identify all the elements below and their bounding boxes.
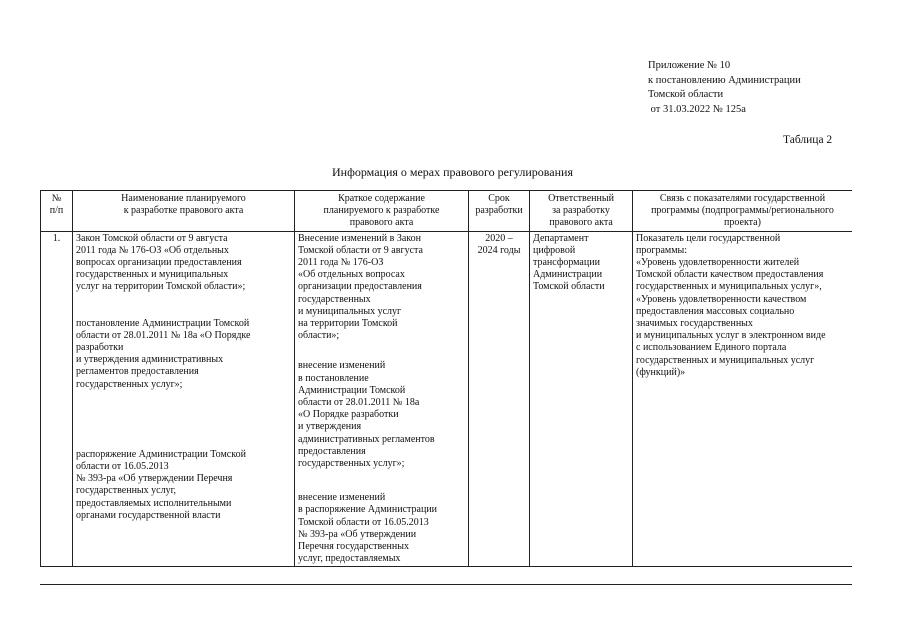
appendix-line: от 31.03.2022 № 125а	[648, 103, 746, 115]
appendix-line: к постановлению Администрации	[648, 74, 801, 86]
appendix-block	[648, 59, 801, 117]
header-term: Срок разработки	[469, 191, 530, 232]
header-number: № п/п	[41, 191, 73, 232]
measures-table-container	[40, 190, 852, 585]
cell-responsible: Департамент цифровой трансформации Администрации Томской области	[530, 231, 633, 567]
cell-indicators: Показатель цели государственной программы: «Уровень удовлетворенности жителей Томской области качеством предоставления государственных и муниципальных услуг», «Уровень удовлетворенности качеством предоставления массовых социально значимых государственных и муниципальных услуг в электронном виде с использованием Единого портала государственных и муниципальных услуг (функций)»	[633, 231, 853, 567]
table-row	[41, 231, 853, 567]
act-name-item: Закон Томской области от 9 августа 2011 года № 176-ОЗ «Об отдельных вопросах организации предоставления государственных и муниципальных услуг на территории Томской области»;	[76, 232, 246, 293]
header-act-content: Краткое содержание планируемого к разработке правового акта	[295, 191, 469, 232]
cell-act-name	[73, 231, 295, 567]
document-title: Информация о мерах правового регулирования	[332, 165, 573, 179]
act-content-item: внесение изменений в постановление Администрации Томской области от 28.01.2011 № 18а «О Порядке разработки и утверждения административных регламентов предоставления государственных услуг»;	[298, 360, 435, 470]
measures-table	[40, 190, 852, 567]
appendix-line: Томской области	[648, 89, 724, 100]
table-header-row	[41, 191, 853, 232]
act-content-item: Внесение изменений в Закон Томской области от 9 августа 2011 года № 176-ОЗ «Об отдельных вопросах организации предоставления государственных и муниципальных услуг на территории Томской области»;	[298, 232, 423, 342]
header-act-name: Наименование планируемого к разработке правового акта	[73, 191, 295, 232]
cell-term: 2020 – 2024 годы	[469, 231, 530, 567]
header-indicators: Связь с показателями государственной программы (подпрограммы/регионального проекта)	[633, 191, 853, 232]
table-number: Таблица 2	[783, 134, 833, 146]
cell-number: 1.	[41, 231, 73, 567]
appendix-line: Приложение № 10	[648, 60, 731, 71]
cell-act-content	[295, 231, 469, 567]
act-name-item: распоряжение Администрации Томской области от 16.05.2013 № 393-ра «Об утверждении Перечня государственных услуг, предоставляемых исполнительными органами государственной власти	[76, 448, 246, 521]
act-content-item: внесение изменений в распоряжение Администрации Томской области от 16.05.2013 № 393-ра «Об утверждении Перечня государственных услуг, предоставляемых	[298, 492, 438, 565]
act-name-item: постановление Администрации Томской области от 28.01.2011 № 18а «О Порядке разработки и утверждения административных регламентов предоставления государственных услуг»;	[76, 317, 251, 390]
header-responsible: Ответственный за разработку правового акта	[530, 191, 633, 232]
